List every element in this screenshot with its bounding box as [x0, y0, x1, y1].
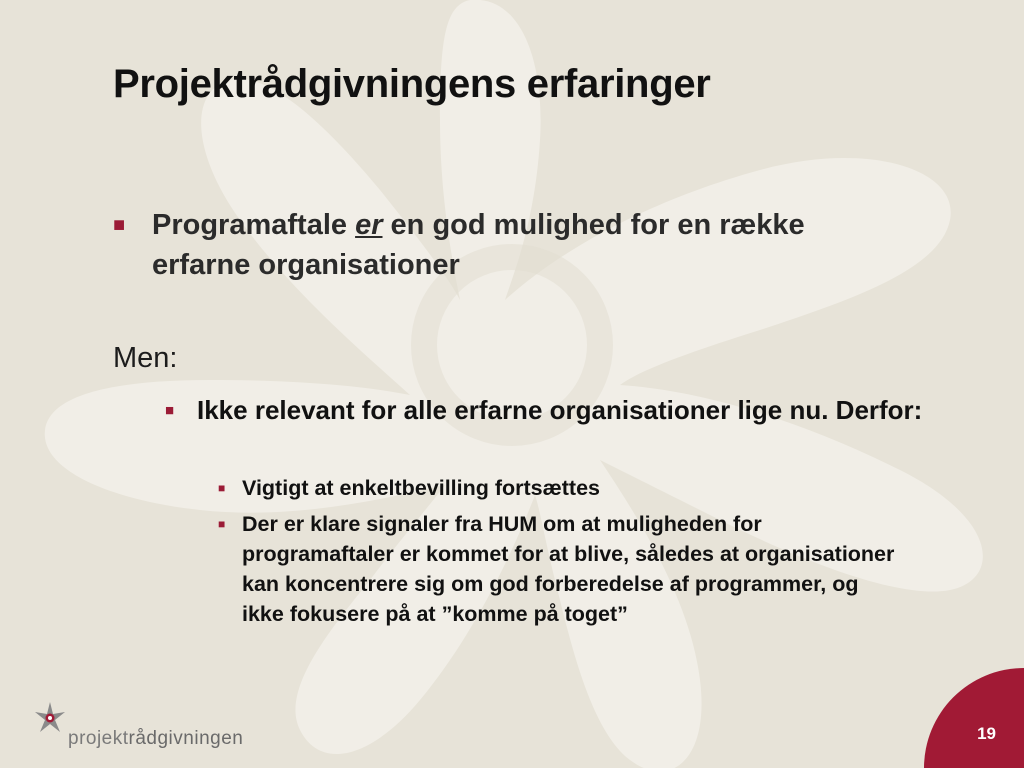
- square-bullet-icon: ■: [218, 517, 226, 531]
- sub-bullet-signaler: [218, 509, 898, 629]
- sub-bullet-vigtigt: [218, 473, 898, 503]
- page-number: 19: [977, 724, 996, 743]
- emphasis-text: er: [355, 209, 383, 241]
- bullet-programaftale: [113, 205, 943, 285]
- bullet-text: Ikke relevant for alle erfarne organisationer lige nu. Derfor:: [197, 395, 923, 425]
- bullet-ikke-relevant: [165, 393, 925, 427]
- square-bullet-icon: ■: [113, 214, 126, 236]
- bullet-continuation: erfarne organisationer: [152, 249, 460, 281]
- page-number-badge: [924, 668, 1024, 768]
- men-label: Men:: [113, 342, 178, 374]
- square-bullet-icon: ■: [165, 402, 175, 419]
- bullet-text: Programaftale er en god mulighed for en række: [152, 209, 805, 241]
- slide-title: Projektrådgivningens erfaringer: [113, 62, 711, 106]
- logo-wordmark: projektrådgivningen: [68, 728, 244, 749]
- sub-bullet-text: Der er klare signaler fra HUM om at muligheden for programaftaler er kommet for at blive, således at organisationer kan koncentrere sig om god forberedelse af programmer, og ikke fokusere på at ”komme på toget”: [242, 512, 895, 626]
- sub-bullet-text: Vigtigt at enkeltbevilling fortsættes: [242, 476, 600, 500]
- square-bullet-icon: ■: [218, 481, 226, 495]
